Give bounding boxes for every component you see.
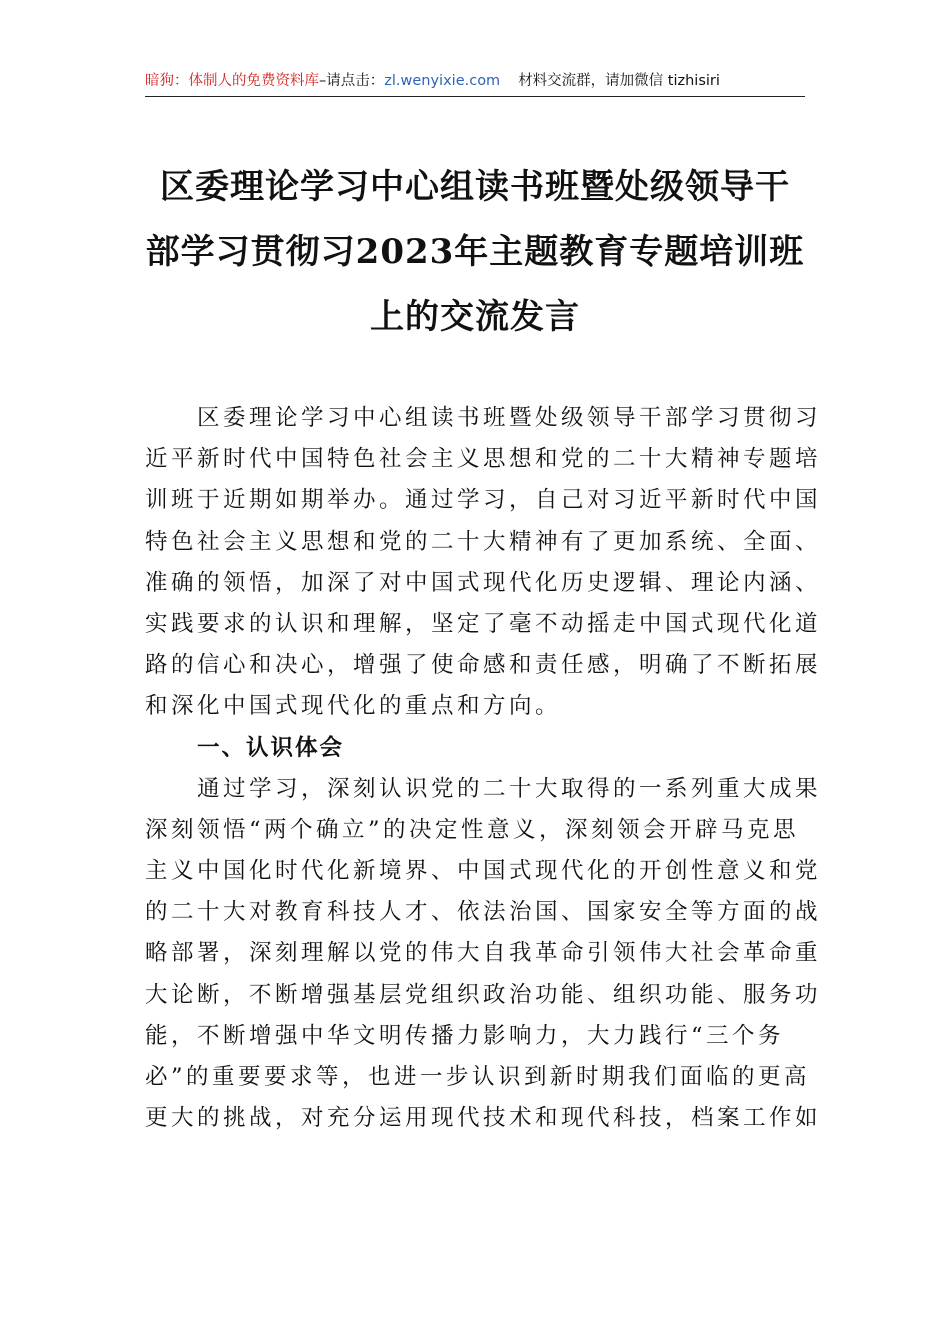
body-line: 路的信心和决心，增强了使命感和责任感，明确了不断拓展 <box>145 652 822 679</box>
body-line: 和深化中国式现代化的重点和方向。 <box>145 693 562 720</box>
body-line: 略部署，深刻理解以党的伟大自我革命引领伟大社会革命重 <box>145 940 822 967</box>
body-line: 必”的重要要求等，也进一步认识到新时期我们面临的更高 <box>145 1064 811 1090</box>
header-brand: 暗狗：体制人的免费资料库 <box>145 73 319 89</box>
body-line: 区委理论学习中心组读书班暨处级领导干部学习贯彻习 <box>197 405 822 431</box>
body-line: 深刻领悟“两个确立”的决定性意义，深刻领会开辟马克思 <box>145 816 800 843</box>
body-line: 特色社会主义思想和党的二十大精神有了更加系统、全面、 <box>145 528 822 555</box>
body-line: 更大的挑战，对充分运用现代技术和现代科技，档案工作如 <box>145 1105 822 1132</box>
body-line: 准确的领悟，加深了对中国式现代化历史逻辑、理论内涵、 <box>145 569 822 596</box>
header-wechat-note: 材料交流群，请加微信 tizhisiri <box>518 73 720 89</box>
title-line: 区委理论学习中心组读书班暨处级领导干 <box>160 167 790 207</box>
document-title <box>145 155 805 350</box>
title-line: 部学习贯彻习2023年主题教育专题培训班 <box>145 232 805 272</box>
section-heading: 一、认识体会 <box>197 734 345 761</box>
header-click-prompt: –请点击： <box>319 73 385 89</box>
title-line: 上的交流发言 <box>370 297 580 337</box>
body-line: 大论断，不断增强基层党组织政治功能、组织功能、服务功 <box>145 981 822 1008</box>
body-line: 训班于近期如期举办。通过学习，自己对习近平新时代中国 <box>145 487 822 514</box>
page-header <box>145 70 805 97</box>
body-line: 主义中国化时代化新境界、中国式现代化的开创性意义和党 <box>145 858 822 885</box>
body-line: 近平新时代中国特色社会主义思想和党的二十大精神专题培 <box>145 446 822 473</box>
header-url-link[interactable]: zl.wenyixie.com <box>384 73 501 89</box>
body-line: 能，不断增强中华文明传播力影响力，大力践行“三个务 <box>145 1022 785 1049</box>
body-line: 的二十大对教育科技人才、依法治国、国家安全等方面的战 <box>145 899 822 926</box>
document-body <box>145 398 822 1139</box>
body-line: 通过学习，深刻认识党的二十大取得的一系列重大成果 <box>197 775 822 802</box>
body-line: 实践要求的认识和理解，坚定了毫不动摇走中国式现代化道 <box>145 610 822 637</box>
